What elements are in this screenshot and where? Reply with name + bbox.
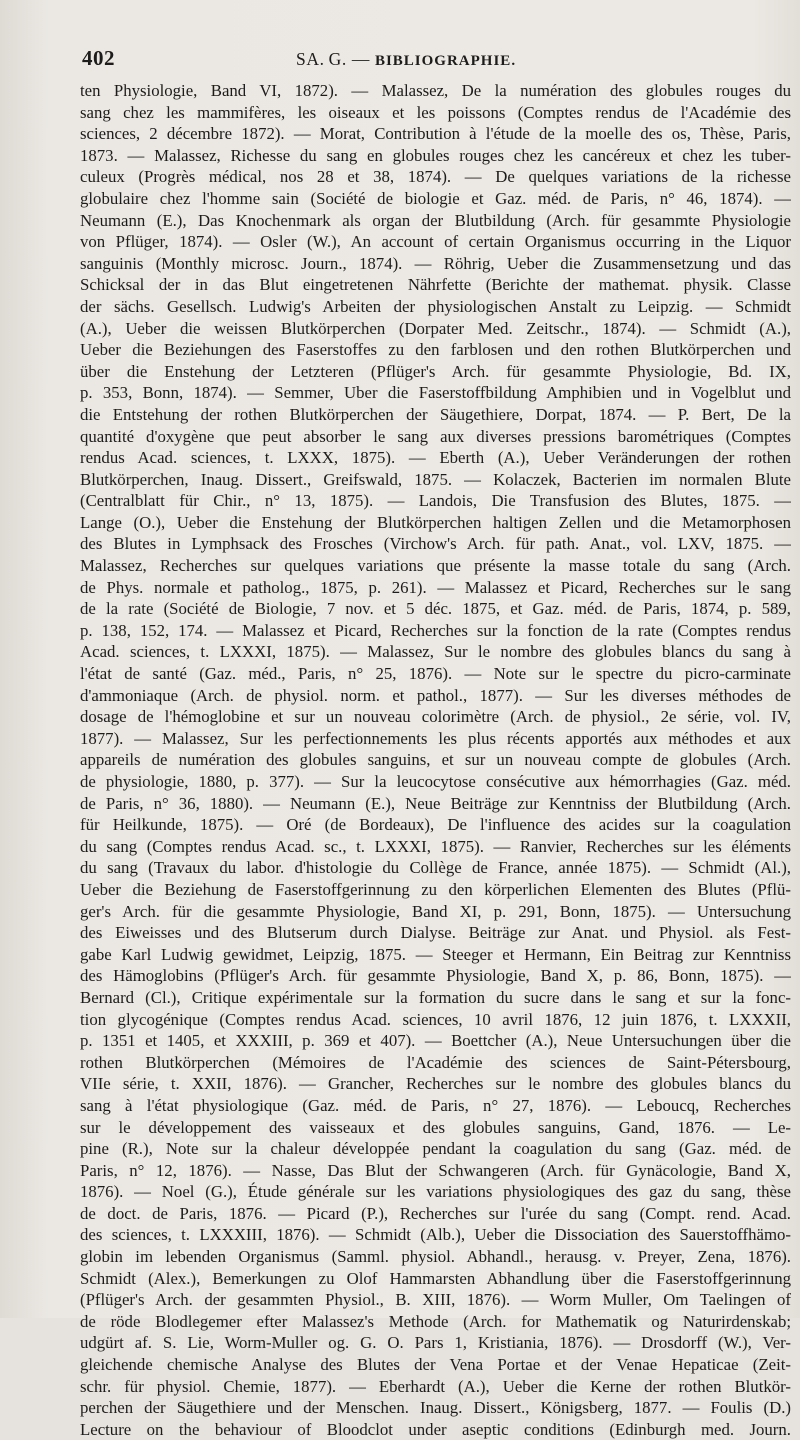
text-line: Malassez, Recherches sur quelques variations que présente la masse totale du sang (Arch.	[80, 556, 791, 576]
text-line: p. 353, Bonn, 1874). — Semmer, Uber die Faserstoffbildung Amphibien und in Vogelblut und	[80, 383, 791, 403]
text-line: Bernard (Cl.), Critique expérimentale sur la formation du sucre dans le sang et sur la fonc-	[80, 987, 791, 1007]
text-line: de Phys. normale et patholog., 1875, p. 261). — Malassez et Picard, Recherches sur le sang	[80, 577, 791, 597]
text-line: globin im lebenden Organismus (Samml. physiol. Abhandl., herausg. v. Preyer, Zena, 1876).	[80, 1247, 791, 1267]
text-line: 1873. — Malassez, Richesse du sang en globules rouges chez les cancéreux et chez les tuber-	[80, 145, 791, 165]
text-line: rendus Acad. sciences, t. LXXX, 1875). — Eberth (A.), Ueber Veränderungen der rothen	[80, 448, 791, 468]
text-line: sciences, 2 décembre 1872). — Morat, Contribution à l'étude de la moelle des os, Thèse, Paris,	[80, 124, 791, 144]
text-line: sanguinis (Monthly microsc. Journ., 1874). — Röhrig, Ueber die Zusammensetzung und das	[80, 253, 791, 273]
text-line: de Paris, n° 36, 1880). — Neumann (E.), Neue Beiträge zur Kenntniss der Blutbildung (Arch.	[80, 793, 791, 813]
page-header	[0, 46, 800, 76]
running-head-prefix: SA. G.	[296, 49, 347, 69]
text-line: rothen Blutkörperchen (Mémoires de l'Académie des sciences de Saint-Pétersbourg,	[80, 1052, 791, 1072]
text-line: tion glycogénique (Comptes rendus Acad. sciences, 10 avril 1876, 12 juin 1876, t. LXXXII,	[80, 1009, 791, 1029]
text-line: Ueber die Beziehung de Faserstoffgerinnung zu den körperlichen Elementen des Blutes (Pflü-	[80, 879, 791, 899]
text-line: de physiologie, 1880, p. 377). — Sur la leucocytose consécutive aux hémorrhagies (Gaz. méd.	[80, 772, 791, 791]
text-line: Neumann (E.), Das Knochenmark als organ der Blutbildung (Arch. für gesammte Physiologie	[80, 210, 791, 230]
text-line: culeux (Progrès médical, nos 28 et 38, 1874). — De quelques variations de la richesse	[80, 167, 791, 187]
text-line: p. 138, 152, 174. — Malassez et Picard, Recherches sur la fonction de la rate (Comptes rendus	[80, 620, 791, 640]
text-line: udgürt af. S. Lie, Worm-Muller og. G. O. Pars 1, Kristiania, 1876). — Drosdorff (W.), Ver-	[80, 1333, 791, 1353]
text-line: gleichende chemische Analyse des Blutes der Vena Portae et der Venae Hepaticae (Zeit-	[80, 1355, 791, 1375]
running-head-separator: —	[351, 49, 370, 69]
text-line: de röde Blodlegemer efter Malassez's Methode (Arch. for Mathematik og Naturirdenskab;	[80, 1311, 791, 1331]
text-line: l'état de santé (Gaz. méd., Paris, n° 25, 1876). — Note sur le spectre du picro-carminate	[80, 664, 791, 684]
text-line: sur le développement des vaisseaux et des globules sanguins, Gand, 1876. — Le-	[80, 1117, 791, 1137]
text-line: Acad. sciences, t. LXXXI, 1875). — Malassez, Sur le nombre des globules blancs du sang à	[80, 642, 791, 662]
text-line: Blutkörperchen, Inaug. Dissert., Greifswald, 1875. — Kolaczek, Bacterien im normalen Blute	[80, 469, 791, 489]
text-line: du sang (Travaux du labor. d'histologie du Collège de France, année 1875). — Schmidt (Al.),	[80, 858, 791, 878]
text-line: von Pflüger, 1874). — Osler (W.), An account of certain Organismus occurring in the Liquor	[80, 232, 791, 252]
text-line: des Hämoglobins (Pflüger's Arch. für gesammte Physiologie, Band X, p. 86, Bonn, 1875). —	[80, 966, 791, 986]
text-line: gabe Karl Ludwig gewidmet, Leipzig, 1875. — Steeger et Hermann, Ein Beitrag zur Kenntniss	[80, 944, 791, 964]
text-line: du sang (Comptes rendus Acad. sc., t. LXXXI, 1875). — Ranvier, Recherches sur les éléments	[80, 836, 791, 856]
text-line: des Eiweisses und des Blutserum durch Dialyse. Beiträge zur Anat. und Physiol. als Fest-	[80, 923, 791, 943]
text-line: appareils de numération des globules sanguins, et sur un nouveau compte de globules (Arch.	[80, 750, 791, 770]
running-head	[296, 49, 516, 70]
text-line: Schmidt (Alex.), Bemerkungen zu Olof Hammarsten Abhandlung über die Faserstoffgerinnung	[80, 1268, 791, 1288]
text-line: ger's Arch. für die gesammte Physiologie, Band XI, p. 291, Bonn, 1875). — Untersuchung	[80, 901, 791, 921]
text-line: d'ammoniaque (Arch. de physiol. norm. et pathol., 1877). — Sur les diverses méthodes de	[80, 685, 791, 705]
text-line: p. 1351 et 1405, et XXXIII, p. 369 et 407). — Boettcher (A.), Neue Untersuchungen über die	[80, 1031, 791, 1051]
text-line: über die Enstehung der Letzteren (Pflüger's Arch. für gesammte Physiologie, Bd. IX,	[80, 361, 791, 381]
text-line: (A.), Ueber die weissen Blutkörperchen (Dorpater Med. Zeitschr., 1874). — Schmidt (A.),	[80, 318, 791, 338]
running-head-title: BIBLIOGRAPHIE.	[374, 53, 517, 69]
text-line: Lange (O.), Ueber die Enstehung der Blutkörperchen haltigen Zellen und die Metamorphosen	[80, 512, 791, 532]
text-line: für Heilkunde, 1875). — Oré (de Bordeaux), De l'influence des acides sur la coagulation	[80, 815, 791, 835]
text-line: (Centralblatt für Chir., n° 13, 1875). — Landois, Die Transfusion des Blutes, 1875. —	[80, 491, 791, 511]
text-line: perchen der Säugethiere und der Menschen. Inaug. Dissert., Königsberg, 1877. — Foulis (D.)	[80, 1398, 791, 1418]
text-line: Paris, n° 12, 1876). — Nasse, Das Blut der Schwangeren (Arch. für Gynäcologie, Band X,	[80, 1160, 791, 1180]
text-line: 1877). — Malassez, Sur les perfectionnements les plus récents apportés aux méthodes et aux	[80, 728, 791, 748]
text-line: pine (R.), Note sur la chaleur développée pendant la coagulation du sang (Gaz. méd. de	[80, 1139, 791, 1159]
text-line: de doct. de Paris, 1876. — Picard (P.), Recherches sur l'urée du sang (Compt. rend. Acad.	[80, 1203, 791, 1223]
bibliography-text	[80, 80, 791, 1440]
text-line: Ueber die Beziehungen des Faserstoffes zu den farblosen und den rothen Blutkörperchen und	[80, 340, 791, 360]
text-line: dosage de l'hémoglobine et sur un nouveau colorimètre (Arch. de physiol., 2e série, vol. IV,	[80, 707, 791, 727]
text-line: schr. für physiol. Chemie, 1877). — Eberhardt (A.), Ueber die Kerne der rothen Blutkör-	[80, 1376, 791, 1396]
text-line: globulaire chez l'homme sain (Société de biologie et Gaz. méd. de Paris, n° 46, 1874). —	[80, 188, 791, 208]
text-line: de la rate (Société de Biologie, 7 nov. et 5 déc. 1875, et Gaz. méd. de Paris, 1874, p. 589,	[80, 599, 791, 619]
text-line: des Blutes in Lymphsack des Frosches (Virchow's Arch. für path. Anat., vol. LXV, 1875. —	[80, 534, 791, 554]
text-line: der sächs. Gesellsch. Ludwig's Arbeiten der physiologischen Anstalt zu Leipzig. — Schmidt	[80, 296, 791, 316]
text-line: des sciences, t. LXXXIII, 1876). — Schmidt (Alb.), Ueber die Dissociation des Sauerstoffhämo-	[80, 1225, 791, 1245]
text-line: quantité d'oxygène que peut absorber le sang aux diverses pressions barométriques (Comptes	[80, 426, 791, 446]
text-line: Lecture on the behaviour of Bloodclot under aseptic conditions (Edinburgh med. Journ.	[80, 1419, 791, 1439]
text-line: sang à l'état physiologique (Gaz. méd. de Paris, n° 27, 1876). — Leboucq, Recherches	[80, 1095, 791, 1115]
text-line: ten Physiologie, Band VI, 1872). — Malassez, De la numération des globules rouges du	[80, 81, 791, 100]
text-line: die Entstehung der rothen Blutkörperchen der Säugethiere, Dorpat, 1874. — P. Bert, De la	[80, 404, 791, 424]
text-line: 1876). — Noel (G.), Étude générale sur les variations physiologiques des gaz du sang, thèse	[80, 1182, 791, 1202]
text-line: sang chez les mammifères, les oiseaux et les poissons (Comptes rendus de l'Académie des	[80, 102, 791, 122]
text-line: Schicksal der in das Blut eingetretenen Nährfette (Berichte der mathemat. physik. Classe	[80, 275, 791, 295]
page-number: 402	[82, 46, 115, 70]
text-line: VIIe série, t. XXII, 1876). — Grancher, Recherches sur le nombre des globules blancs du	[80, 1074, 791, 1094]
text-line: (Pflüger's Arch. der gesammten Physiol., B. XIII, 1876). — Worm Muller, Om Taelingen of	[80, 1290, 791, 1310]
